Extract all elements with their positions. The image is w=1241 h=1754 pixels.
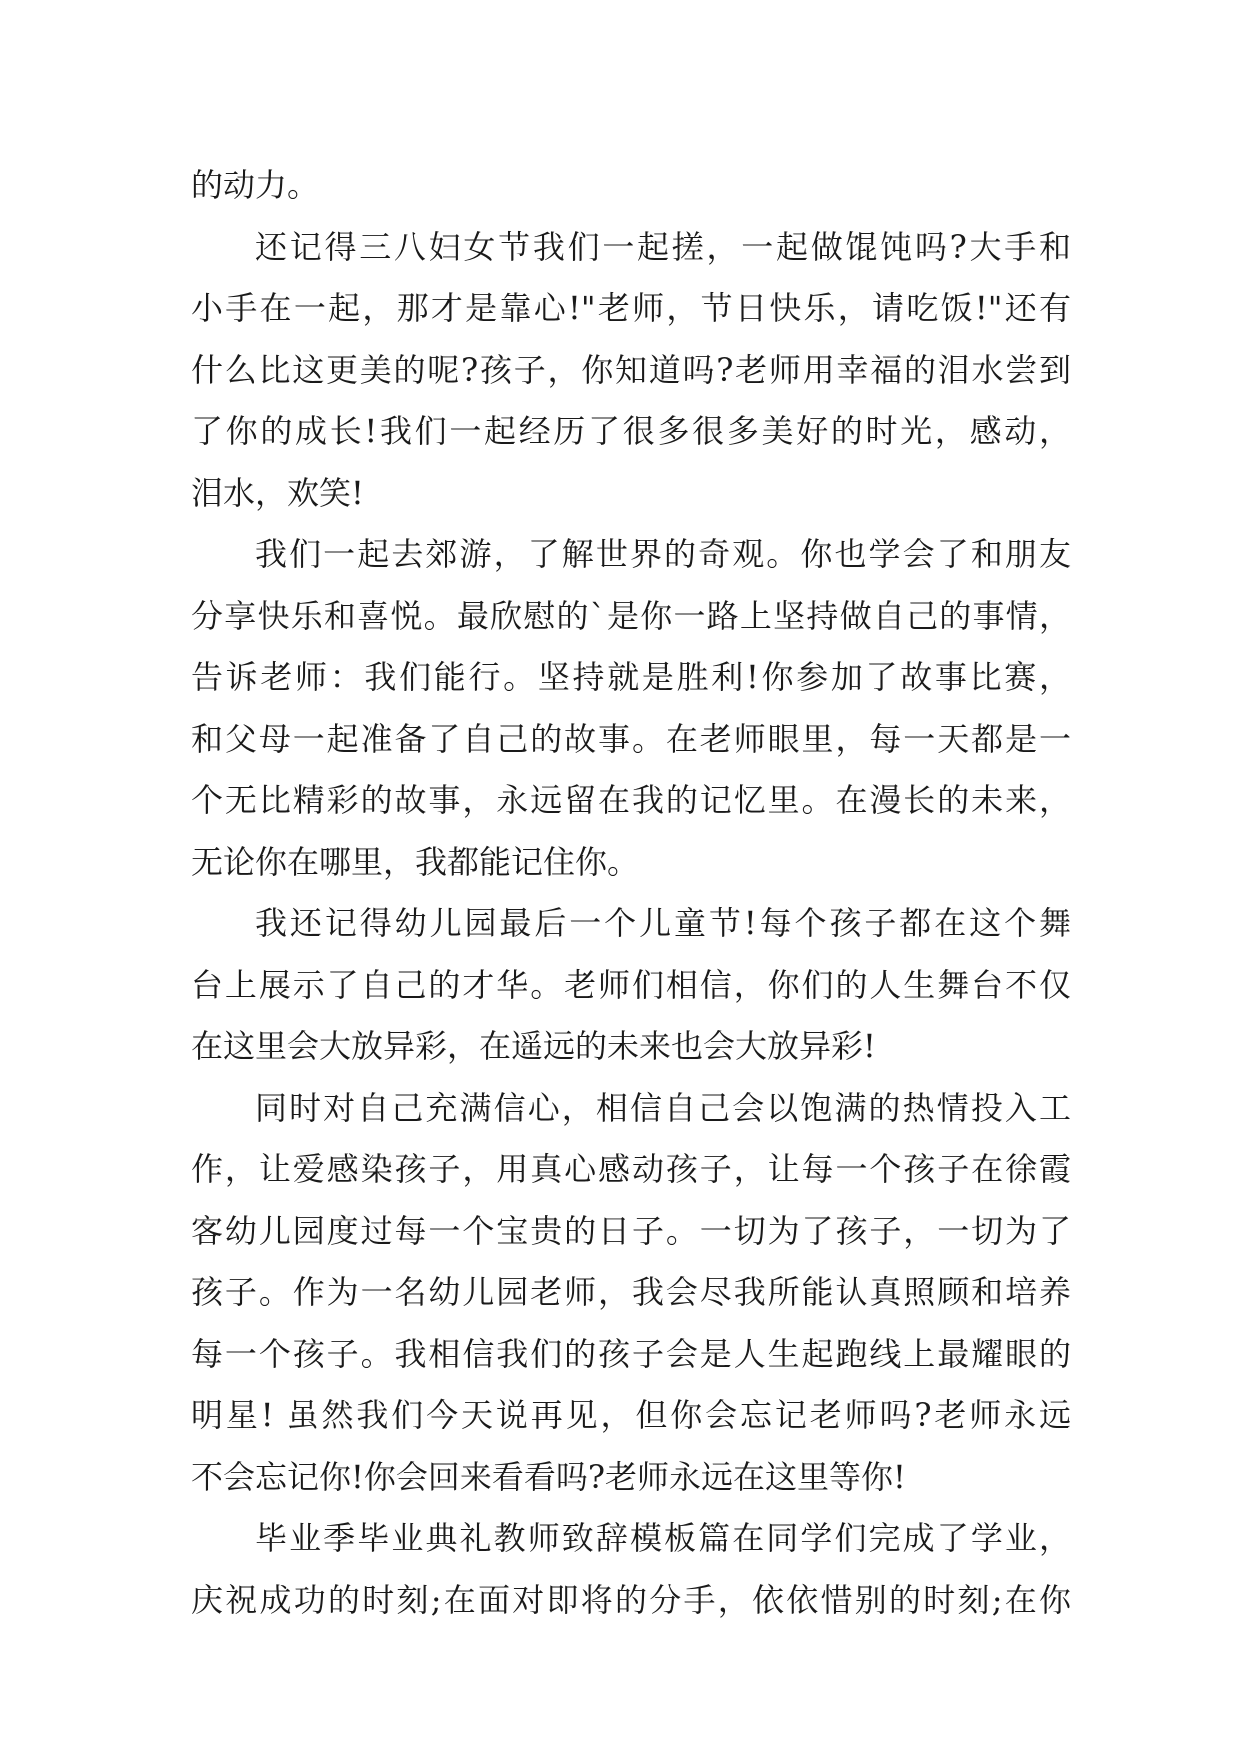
text-line: 分享快乐和喜悦。最欣慰的`是你一路上坚持做自己的事情，: [191, 596, 1071, 635]
text-line: 泪水，欢笑!: [191, 473, 364, 512]
text-line: 明星! 虽然我们今天说再见，但你会忘记老师吗?老师永远: [191, 1396, 1071, 1434]
text-line: 的动力。: [191, 166, 320, 204]
text-line: 孩子。作为一名幼儿园老师，我会尽我所能认真照顾和培养: [191, 1273, 1071, 1311]
text-line: 每一个孩子。我相信我们的孩子会是人生起跑线上最耀眼的: [191, 1334, 1071, 1373]
text-line: 和父母一起准备了自己的故事。在老师眼里，每一天都是一: [191, 719, 1071, 758]
paragraph-first-line: 我们一起去郊游，了解世界的奇观。你也学会了和朋友: [255, 535, 1071, 573]
text-line: 什么比这更美的呢?孩子，你知道吗?老师用幸福的泪水尝到: [191, 350, 1071, 389]
text-line: 客幼儿园度过每一个宝贵的日子。一切为了孩子，一切为了: [191, 1211, 1071, 1250]
text-line: 作，让爱感染孩子，用真心感动孩子，让每一个孩子在徐霞: [191, 1150, 1071, 1188]
text-line: 不会忘记你!你会回来看看吗?老师永远在这里等你!: [191, 1457, 906, 1496]
text-line: 在这里会大放异彩，在遥远的未来也会大放异彩!: [191, 1027, 876, 1065]
text-line: 告诉老师：我们能行。坚持就是胜利!你参加了故事比赛，: [191, 658, 1071, 696]
text-line: 了你的成长!我们一起经历了很多很多美好的时光，感动，: [191, 412, 1071, 450]
body-text: [191, 155, 1071, 1631]
paragraph-first-line: 我还记得幼儿园最后一个儿童节!每个孩子都在这个舞: [255, 904, 1071, 942]
paragraph-first-line: 还记得三八妇女节我们一起搓，一起做馄饨吗?大手和: [255, 227, 1071, 266]
paragraph-first-line: 毕业季毕业典礼教师致辞模板篇在同学们完成了学业，: [255, 1519, 1071, 1557]
text-line: 小手在一起，那才是靠心!"老师，节日快乐，请吃饭!"还有: [191, 289, 1071, 327]
text-line: 台上展示了自己的才华。老师们相信，你们的人生舞台不仅: [191, 965, 1071, 1004]
paragraph-first-line: 同时对自己充满信心，相信自己会以饱满的热情投入工: [255, 1088, 1071, 1127]
text-line: 无论你在哪里，我都能记住你。: [191, 842, 640, 881]
text-line: 庆祝成功的时刻;在面对即将的分手，依依惜别的时刻;在你: [191, 1580, 1071, 1619]
text-line: 个无比精彩的故事，永远留在我的记忆里。在漫长的未来，: [191, 781, 1071, 819]
